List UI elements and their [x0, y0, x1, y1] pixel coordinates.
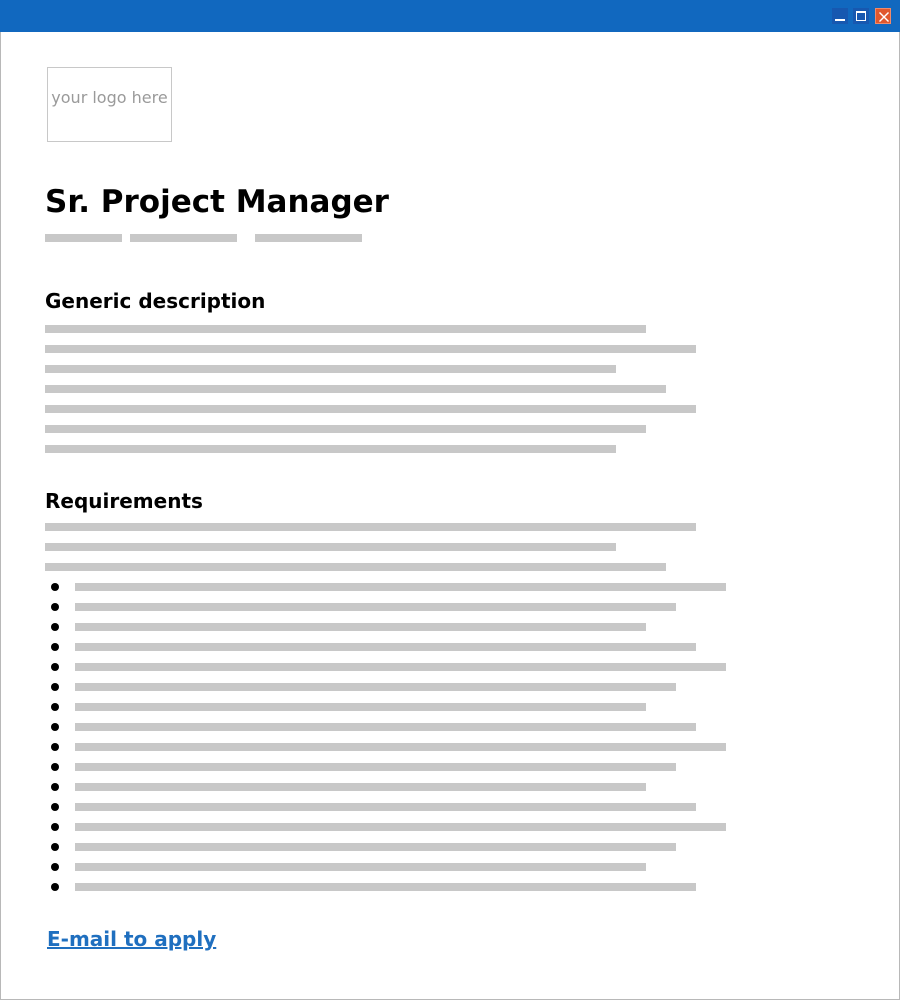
- list-bullet: [51, 663, 59, 671]
- text-line-placeholder: [45, 365, 616, 373]
- list-bullet: [51, 743, 59, 751]
- list-bullet: [51, 783, 59, 791]
- text-line-placeholder: [45, 523, 696, 531]
- list-item-placeholder: [75, 583, 726, 591]
- page-title: Sr. Project Manager: [45, 184, 389, 220]
- list-item-placeholder: [75, 823, 726, 831]
- list-item-placeholder: [75, 643, 696, 651]
- subtitle-placeholder: [45, 234, 122, 242]
- list-item-placeholder: [75, 663, 726, 671]
- list-item-placeholder: [75, 863, 646, 871]
- text-line-placeholder: [45, 345, 696, 353]
- maximize-icon[interactable]: [853, 8, 869, 24]
- text-line-placeholder: [45, 425, 646, 433]
- list-bullet: [51, 703, 59, 711]
- subtitle-placeholder: [255, 234, 362, 242]
- list-bullet: [51, 623, 59, 631]
- list-item-placeholder: [75, 703, 646, 711]
- list-bullet: [51, 583, 59, 591]
- list-bullet: [51, 883, 59, 891]
- list-item-placeholder: [75, 623, 646, 631]
- list-bullet: [51, 843, 59, 851]
- text-line-placeholder: [45, 405, 696, 413]
- email-apply-link[interactable]: E-mail to apply: [47, 927, 217, 951]
- text-line-placeholder: [45, 543, 616, 551]
- list-item-placeholder: [75, 763, 676, 771]
- subtitle-placeholder: [130, 234, 237, 242]
- list-bullet: [51, 603, 59, 611]
- list-item-placeholder: [75, 683, 676, 691]
- list-item-placeholder: [75, 723, 696, 731]
- list-bullet: [51, 863, 59, 871]
- list-item-placeholder: [75, 603, 676, 611]
- list-item-placeholder: [75, 883, 696, 891]
- description-heading: Generic description: [45, 289, 266, 313]
- list-bullet: [51, 683, 59, 691]
- list-item-placeholder: [75, 743, 726, 751]
- list-bullet: [51, 723, 59, 731]
- list-bullet: [51, 763, 59, 771]
- list-bullet: [51, 803, 59, 811]
- text-line-placeholder: [45, 445, 616, 453]
- list-item-placeholder: [75, 843, 676, 851]
- minimize-icon[interactable]: [832, 8, 848, 24]
- close-icon[interactable]: [875, 8, 891, 24]
- logo-placeholder: your logo here: [47, 67, 172, 142]
- text-line-placeholder: [45, 385, 666, 393]
- requirements-heading: Requirements: [45, 489, 203, 513]
- list-bullet: [51, 643, 59, 651]
- text-line-placeholder: [45, 325, 646, 333]
- text-line-placeholder: [45, 563, 666, 571]
- list-bullet: [51, 823, 59, 831]
- list-item-placeholder: [75, 783, 646, 791]
- title-bar: [0, 0, 900, 32]
- list-item-placeholder: [75, 803, 696, 811]
